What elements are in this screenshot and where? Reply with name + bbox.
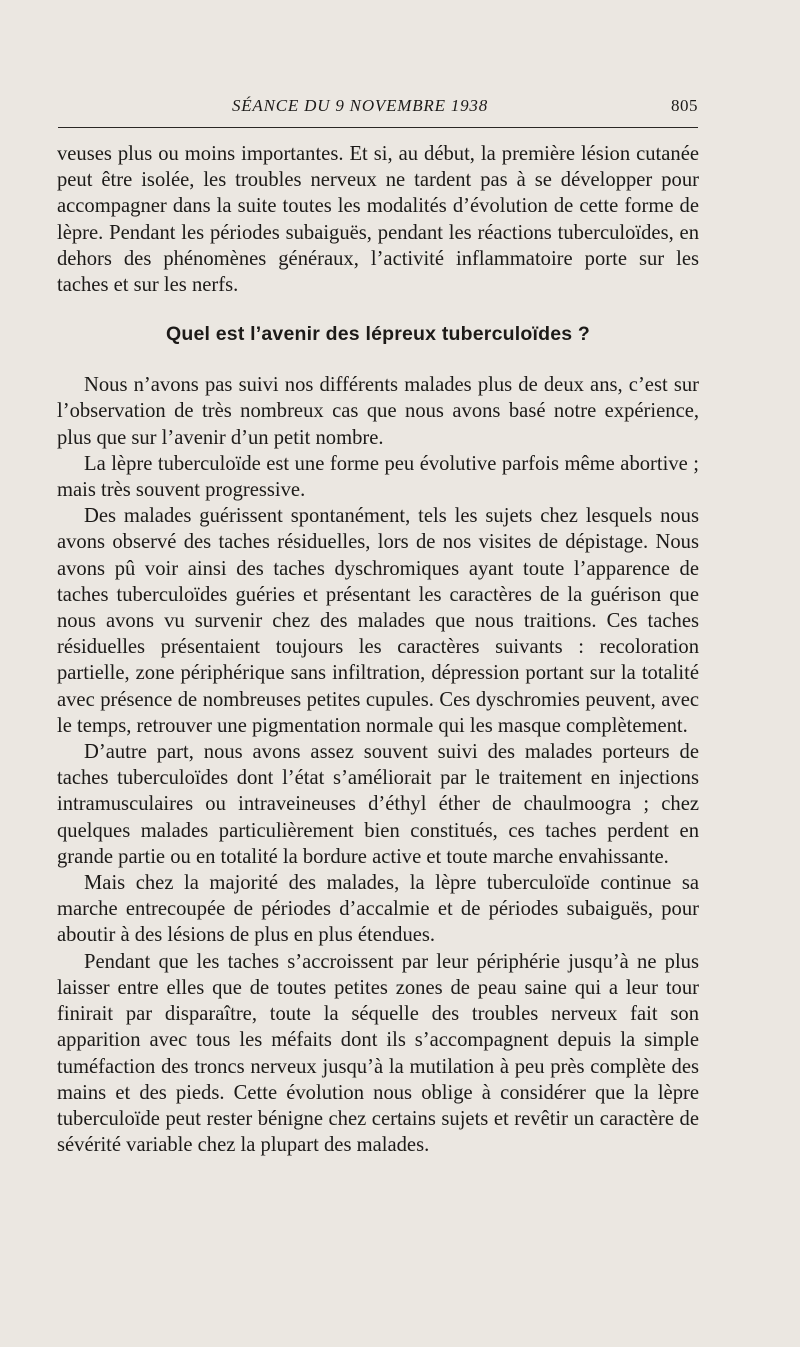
paragraph: Pendant que les taches s’accroissent par leur périphérie jusqu’à ne plus laisser entre elles que de toutes petites zones de peau saine qui a leur tour finirait par disparaître, toute la séquelle des troubles nerveux fait son apparition avec tous les méfaits dont ils s’accompagnent depuis la simple tuméfaction des troncs nerveux jusqu’à la mutilation à peu près complète des mains et des pieds. Cette évolution nous oblige à considérer que la lèpre tuberculoïde peut rester bénigne chez certains sujets et revêtir un caractère de sévérité variable chez la plupart des malades. (57, 950, 699, 1157)
section-heading: Quel est l’avenir des lépreux tuberculoïdes ? (165, 323, 591, 346)
paragraph: Nous n’avons pas suivi nos différents malades plus de deux ans, c’est sur l’observation de très nombreux cas que nous avons basé notre expérience, plus que sur l’avenir d’un petit nombre. (57, 374, 699, 449)
paragraph: Mais chez la majorité des malades, la lèpre tuberculoïde continue sa marche entrecoupée de périodes d’accalmie et de périodes subaiguës, pour aboutir à des lésions de plus en plus étendues. (57, 872, 699, 947)
page-number: 805 (671, 96, 698, 115)
running-head (0, 96, 800, 120)
paragraph: D’autre part, nous avons assez souvent suivi des malades porteurs de taches tuberculoïdes dont l’état s’améliorait par le traitement en injections intramusculaires ou intraveineuses d’éthyl éther de chaulmoogra ; chez quelques malades particulièrement bien constitués, ces taches perdent en grande partie ou en totalité la bordure active et toute marche envahissante. (57, 741, 699, 868)
running-title: SÉANCE DU 9 NOVEMBRE 1938 (231, 96, 489, 115)
paragraph: Des malades guérissent spontanément, tels les sujets chez lesquels nous avons observé des taches résiduelles, lors de nos visites de dépistage. Nous avons pû voir ainsi des taches dyschromiques ayant toute l’apparence de taches tuberculoïdes guéries et présentant les caractères de la guérison que nous avons vu survenir chez des malades que nous traitions. Ces taches résiduelles présentaient toujours les caractères suivants : recoloration partielle, zone périphérique sans infiltration, dépression portant sur la totalité avec présence de nombreuses petites cupules. Ces dyschromies peuvent, avec le temps, retrouver une pigmentation normale qui les masque complètement. (57, 505, 699, 737)
header-rule (58, 127, 698, 128)
paragraph: La lèpre tuberculoïde est une forme peu évolutive parfois même abortive ; mais très souvent progressive. (57, 452, 699, 502)
paragraph-continued: veuses plus ou moins importantes. Et si, au début, la première lésion cutanée peut être isolée, les troubles nerveux ne tardent pas à se développer pour accompagner dans la suite toutes les modalités d’évolution de cette forme de lèpre. Pendant les périodes subaiguës, pendant les réactions tuberculoïdes, en dehors des phénomènes généraux, l’activité inflammatoire porte sur les taches et sur les nerfs. (57, 143, 699, 297)
body-text (57, 141, 699, 1158)
